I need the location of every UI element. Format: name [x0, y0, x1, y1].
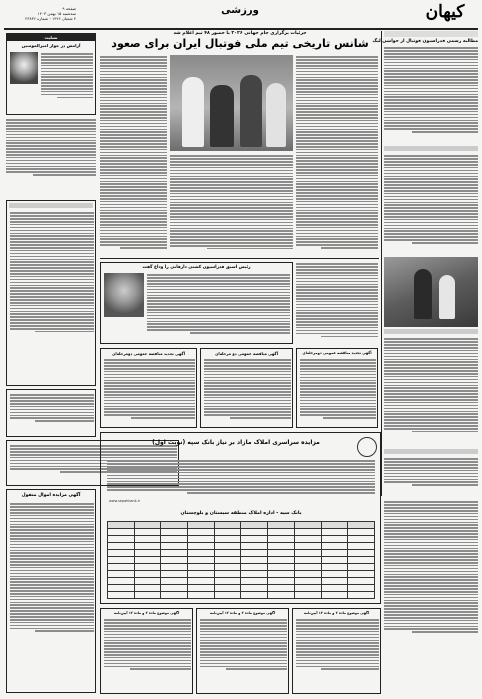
bottom-ad-2-title: آگهی موضوع ماده ۳ و ماده ۱۳ آیین‌نامه [209, 611, 276, 615]
bank-auction-ad [100, 432, 381, 604]
table-row [108, 557, 375, 564]
right-column-text-1 [384, 46, 478, 142]
bank-logo-icon [357, 437, 377, 457]
tender-ad-3 [100, 348, 197, 428]
lead-text-col-3 [170, 154, 293, 254]
bottom-ad-1 [292, 608, 381, 694]
tender-ad-1-text [300, 358, 376, 424]
left-notice-text [10, 211, 94, 383]
bottom-ad-2-text [200, 618, 287, 692]
player-figure [210, 85, 234, 147]
obituary-portrait [104, 273, 144, 317]
table-row [108, 529, 375, 536]
bank-auction-footer: بانک سپه - اداره املاک منطقه سیستان و بلوچستان [180, 511, 302, 516]
table-row [108, 522, 375, 529]
table-row [108, 592, 375, 599]
player-silhouette [414, 269, 432, 319]
left-notice-box-2 [6, 389, 96, 437]
bottom-ad-1-title: آگهی موضوع ماده ۳ و ماده ۱۳ آیین‌نامه [303, 611, 370, 615]
condolence-title: تسلیت [44, 35, 58, 40]
lead-kicker: جزئیات برگزاری جام جهانی ۲۰۲۶ با حضور ۴۸ تیم اعلام شد [173, 31, 307, 36]
page-info [6, 6, 76, 21]
table-row [108, 571, 375, 578]
lead-text-col-2 [100, 55, 167, 255]
right-photo-caption [384, 329, 478, 334]
right-column-text-4 [384, 457, 478, 497]
left-notice-box [6, 200, 96, 386]
tender-ad-3-text [104, 358, 195, 424]
bottom-ad-3-text [104, 618, 191, 692]
table-row [108, 543, 375, 550]
left-notice-2-text [10, 393, 94, 435]
right-column-text-2 [384, 154, 478, 254]
masthead [0, 0, 482, 28]
tender-ad-2-title: آگهی مناقصه عمومی دو مرحله‌ای [214, 351, 279, 356]
bank-auction-title: مزایده سراسری املاک مازاد بر نیاز بانک سپه (نوبت اول) [152, 439, 320, 446]
table-row [108, 578, 375, 585]
movable-auction-text [10, 502, 94, 690]
right-column-divider [381, 31, 382, 496]
right-column-bottom-text [384, 500, 478, 694]
player-silhouette-2 [439, 275, 455, 319]
obituary-news-title: رئیس اسبق فدراسیون کشتی دارفانی را وداع گفت [142, 265, 251, 270]
right-column-text-3 [384, 337, 478, 445]
right-subhead-1 [384, 146, 478, 151]
condolence-text [41, 52, 93, 112]
right-subhead-2 [384, 449, 478, 454]
lead-photo [170, 55, 293, 151]
left-column-text-1 [6, 118, 96, 198]
right-column-headline: مطالبه رسمی فدراسیون فوتبال از حواشی لیگ [372, 39, 478, 44]
bottom-ad-3 [100, 608, 193, 694]
player-figure [240, 75, 262, 147]
obituary-news-text [147, 273, 290, 341]
issue-line: ۴ شعبان ۱۴۴۶ - شماره ۲۳۸۳۶ [25, 16, 76, 21]
condolence-portrait [10, 52, 38, 84]
table-row [108, 536, 375, 543]
table-row [108, 585, 375, 592]
bottom-ad-1-text [296, 618, 379, 692]
tender-ad-3-title: آگهی تجدید مناقصه عمومی دومرحله‌ای [111, 351, 186, 356]
mid-news-right [296, 262, 378, 344]
left-notice-header [9, 203, 93, 208]
tender-ad-1 [296, 348, 378, 428]
bottom-ad-2 [196, 608, 289, 694]
properties-table [107, 521, 375, 599]
newspaper-logo: کیهان [425, 2, 465, 22]
tender-ad-1-title: آگهی تجدید مناقصه عمومی دومرحله‌ای [302, 351, 372, 355]
page-number: صفحه ۹ [62, 6, 76, 11]
section-title: ورزشی [221, 5, 259, 16]
lead-headline: شانس تاریخی تیم ملی فوتبال ایران برای صعود [111, 37, 369, 50]
tender-ad-2 [200, 348, 293, 428]
table-row [108, 564, 375, 571]
right-news-column [372, 31, 478, 496]
bank-website: www.sepahbank.ir [109, 499, 141, 503]
movable-auction-ad [6, 489, 96, 693]
right-column-photo [384, 257, 478, 327]
masthead-rule [4, 28, 478, 30]
obituary-news-box [100, 262, 293, 344]
table-row [108, 550, 375, 557]
condolence-box [6, 33, 96, 115]
mid-row-rule [100, 258, 379, 259]
obituary-name: آرامش در جوار امیرالمومنین [21, 43, 81, 48]
movable-auction-title: آگهی مزایده اموال منقول [21, 493, 81, 498]
bottom-ad-3-title: آگهی موضوع ماده ۳ و ماده ۱۳ آیین‌نامه [113, 611, 180, 615]
date-line: سه‌شنبه ۱۵ بهمن ۱۴۰۳ [37, 11, 76, 16]
lead-text-col-1 [296, 55, 378, 255]
tender-ad-2-text [204, 358, 291, 424]
player-figure [182, 77, 204, 147]
right-column-tag [384, 31, 478, 37]
player-figure [266, 83, 286, 147]
bank-auction-text [107, 459, 375, 511]
